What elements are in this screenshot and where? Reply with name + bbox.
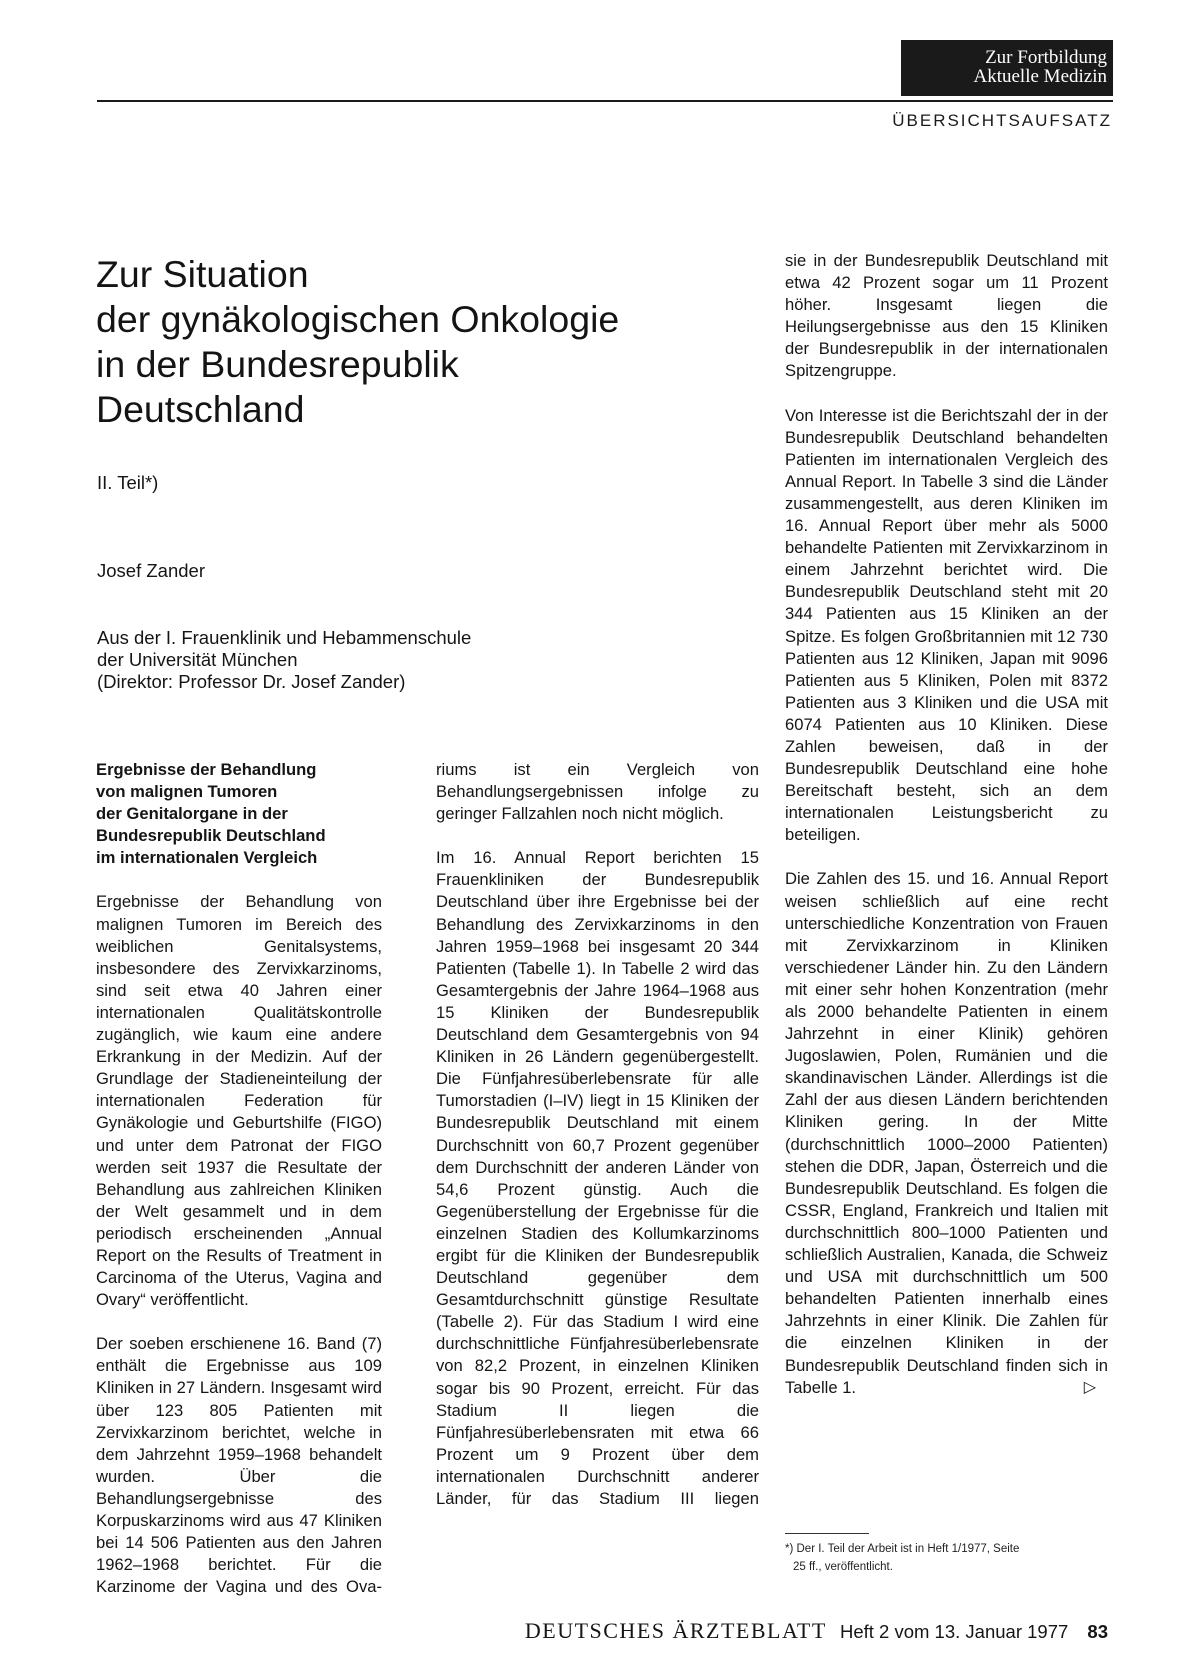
footnote bbox=[785, 1540, 1108, 1576]
header-rule bbox=[97, 100, 1113, 102]
text-column-1 bbox=[96, 759, 382, 1598]
paragraph: Im 16. Annual Report berichten 15 Frauenkliniken der Bundesrepublik Deutschland über ihre Ergebnisse bei der Behandlung des Zervixkarzinoms in den Jahren 1959–1968 bei insgesamt 20 344 Patienten (Tabelle 1). In Tabelle 2 wird das Gesamtergebnis der Jahre 1964–1968 aus 15 Kliniken der Bundesrepublik Deutschland dem Gesamtergebnis von 94 Kliniken in 26 Ländern gegenübergestellt. Die Fünfjahresüberlebensrate für alle Tumorstadien (I–IV) liegt in 15 Kliniken der Bundesrepublik Deutschland mit einem Durchschnitt von 60,7 Prozent gegenüber dem Durchschnitt der anderen Länder von 54,6 Prozent günstig. Auch die Gegenüberstellung der Ergebnisse für die einzelnen Stadien des Kollumkarzinoms ergibt für die Kliniken der Bundesrepublik Deutschland gegenüber dem Gesamtdurchschnitt günstige Resultate (Tabelle 2). Für das Stadium I wird eine durchschnittliche Fünfjahresüberlebensrate von 82,2 Prozent, in einzelnen Kliniken sogar bis 90 Prozent, erreicht. Für das Stadium II liegen die Fünfjahresüberlebensraten mit etwa 66 Prozent um 9 Prozent über dem internationalen Durchschnitt anderer Länder, für das Stadium III liegen bbox=[436, 848, 759, 1508]
badge-line-2: Aktuelle Medizin bbox=[973, 66, 1107, 87]
affiliation-line-3: (Direktor: Professor Dr. Josef Zander) bbox=[97, 671, 406, 692]
paragraph-text: Die Zahlen des 15. und 16. Annual Report weisen schließlich auf eine recht unterschiedliche Konzentration von Frauen mit Zervixkarzinom in Kliniken verschiedener Länder hin. Zu den Ländern mit einer sehr hohen Konzentration (mehr als 2000 behandelte Patienten in einem Jahrzehnt in einer Klinik) gehören Jugoslawien, Polen, Rumänien und die skandinavischen Länder. Allerdings ist die Zahl der aus diesen Ländern berichtenden Kliniken gering. In der Mitte (durchschnittlich 1000–2000 Patienten) stehen die DDR, Japan, Österreich und die Bundesrepublik Deutschland. Es folgen die CSSR, England, Frankreich und Italien mit durchschnittlich 800–1000 Patienten und schließlich Australien, Kanada, die Schweiz und USA mit durchschnittlich um 500 behandelten Patienten innerhalb eines Jahrzehnts in einer Klinik. Die Zahlen für die einzelnen Kliniken in der Bundesrepublik Deutschland finden sich in Tabelle 1. bbox=[785, 869, 1108, 1397]
paragraph: sie in der Bundesrepublik Deutschland mit etwa 42 Prozent sogar um 11 Prozent höher. Insgesamt liegen die Heilungsergebnisse aus den 15 Kliniken der Bundesrepublik in der internationalen Spitzengruppe. bbox=[785, 251, 1108, 381]
subheading-line-5: im internationalen Vergleich bbox=[96, 848, 318, 868]
page-number: 83 bbox=[1087, 1621, 1108, 1642]
section-badge bbox=[901, 40, 1113, 96]
continue-arrow-icon: ▷ bbox=[1083, 1378, 1096, 1396]
title-line-2: der gynäkologischen Onkologie bbox=[96, 298, 620, 340]
title-line-1: Zur Situation bbox=[96, 253, 309, 295]
section-label: ÜBERSICHTSAUFSATZ bbox=[892, 111, 1112, 130]
article-author: Josef Zander bbox=[97, 560, 205, 581]
section-subheading bbox=[96, 759, 382, 869]
page-footer bbox=[525, 1618, 1108, 1644]
author-affiliation bbox=[97, 627, 471, 693]
footnote-rule bbox=[785, 1533, 869, 1534]
subheading-line-2: von malignen Tumoren bbox=[96, 782, 278, 802]
text-column-2 bbox=[436, 759, 759, 1510]
footnote-line-2: 25 ff., veröffentlicht. bbox=[793, 1561, 893, 1573]
footnote-line-1: *) Der I. Teil der Arbeit ist in Heft 1/1977, Seite bbox=[785, 1543, 1020, 1555]
paragraph: riums ist ein Vergleich von Behandlungsergebnissen infolge zu geringer Fallzahlen noch nicht möglich. bbox=[436, 760, 759, 824]
affiliation-line-2: der Universität München bbox=[97, 649, 298, 670]
paragraph: Von Interesse ist die Berichtszahl der in der Bundesrepublik Deutschland behandelten Patienten im internationalen Vergleich des Annual Report. In Tabelle 3 sind die Länder zusammengestellt, aus deren Kliniken im 16. Annual Report über mehr als 5000 behandelte Patienten mit Zervixkarzinom in einem Jahrzehnt berichtet wird. Die Bundesrepublik Deutschland steht mit 20 344 Patienten aus 15 Kliniken an der Spitze. Es folgen Großbritannien mit 12 730 Patienten aus 12 Kliniken, Japan mit 9096 Patienten aus 5 Kliniken, Polen mit 8372 Patienten aus 3 Kliniken und die USA mit 6074 Patienten aus 10 Kliniken. Diese Zahlen beweisen, daß in der Bundesrepublik Deutschland eine hohe Bereitschaft besteht, sich an dem internationalen Leistungsbericht zu beteiligen. bbox=[785, 405, 1108, 845]
badge-line-1: Zur Fortbildung bbox=[985, 47, 1107, 68]
issue-info: Heft 2 vom 13. Januar 1977 bbox=[839, 1621, 1069, 1642]
subheading-line-3: der Genitalorgane in der bbox=[96, 804, 288, 824]
subheading-line-4: Bundesrepublik Deutschland bbox=[96, 826, 326, 846]
paragraph: Der soeben erschienene 16. Band (7) enthält die Ergebnisse aus 109 Kliniken in 27 Ländern. Insgesamt wird über 123 805 Patienten mit Zervixkarzinom berichtet, welche in dem Jahrzehnt 1959–1968 behandelt wurden. Über die Behandlungsergebnisse des Korpuskarzinoms wird aus 47 Kliniken bei 14 506 Patienten aus den Jahren 1962–1968 berichtet. Für die Karzinome der Vagina und des Ova- bbox=[96, 1334, 382, 1597]
title-line-4: Deutschland bbox=[96, 388, 305, 430]
paragraph bbox=[785, 868, 1108, 1398]
subheading-line-1: Ergebnisse der Behandlung bbox=[96, 760, 317, 779]
affiliation-line-1: Aus der I. Frauenklinik und Hebammenschule bbox=[97, 627, 472, 648]
text-column-3 bbox=[785, 250, 1108, 1399]
article-title bbox=[96, 252, 736, 432]
journal-name: DEUTSCHES ÄRZTEBLATT bbox=[524, 1618, 827, 1643]
title-line-3: in der Bundesrepublik bbox=[96, 343, 459, 385]
article-part: II. Teil*) bbox=[97, 472, 159, 493]
paragraph: Ergebnisse der Behandlung von malignen Tumoren im Bereich des weiblichen Genitalsystems, insbesondere des Zervixkarzinoms, sind seit etwa 40 Jahren einer internationalen Qualitätskontrolle zugänglich, wie kaum eine andere Erkrankung in der Medizin. Auf der Grundlage der Stadieneinteilung der internationalen Federation für Gynäkologie und Geburtshilfe (FIGO) und unter dem Patronat der FIGO werden seit 1937 die Resultate der Behandlung aus zahlreichen Kliniken der Welt gesammelt und in dem periodisch erscheinenden „Annual Report on the Results of Treatment in Carcinoma of the Uterus, Vagina and Ovary“ veröffentlicht. bbox=[96, 892, 382, 1310]
